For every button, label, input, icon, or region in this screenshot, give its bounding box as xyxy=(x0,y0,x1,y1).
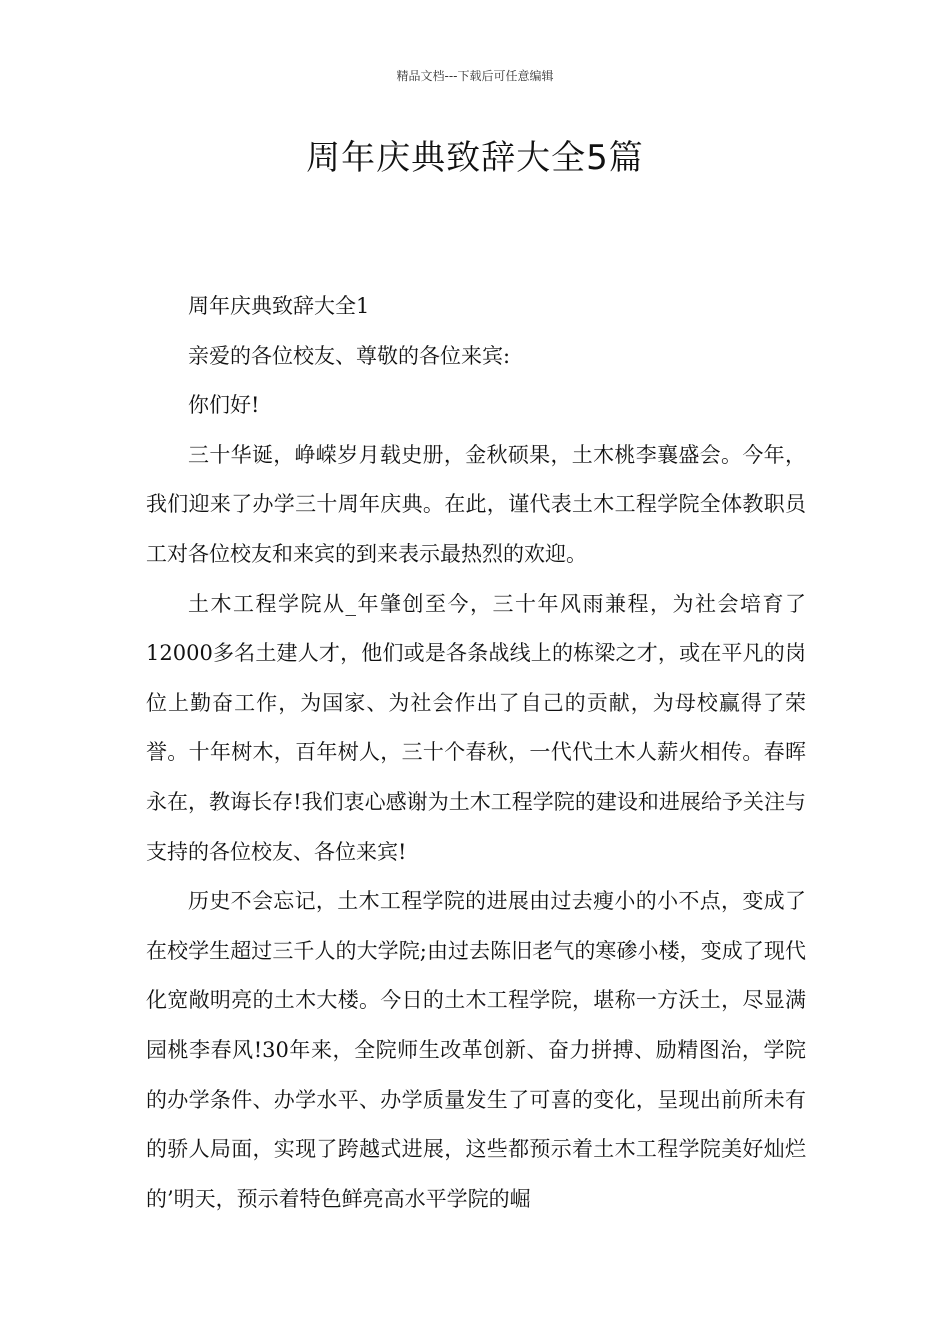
header-note: 精品文档---下载后可任意编辑 xyxy=(396,69,554,83)
paragraph-greeting: 你们好! xyxy=(188,393,260,418)
paragraph-salutation: 亲爱的各位校友、尊敬的各位来宾: xyxy=(188,343,511,368)
paragraph-body: 历史不会忘记，土木工程学院的进展由过去瘦小的小不点，变成了在校学生超过三千人的大学院;由过去陈旧老气的寒碜小楼，变成了现代化宽敞明亮的土木大楼。今日的土木工程学院，堪称一方沃土，尽显满园桃李春风!30年来，全院师生改革创新、奋力拼搏、励精图治，学院的办学条件、办学水平、办学质量发生了可喜的变化，呈现出前所未有的骄人局面，实现了跨越式进展，这些都预示着土木工程学院美好灿烂的’明天，预示着特色鲜亮高水平学院的崛 xyxy=(146,889,806,1211)
paragraph-body: 土木工程学院从_年肇创至今，三十年风雨兼程，为社会培育了12000多名土建人才，他们或是各条战线上的栋梁之才，或在平凡的岗位上勤奋工作，为国家、为社会作出了自己的贡献，为母校赢得了荣誉。十年树木，百年树人，三十个春秋，一代代土木人薪火相传。春晖永在，教诲长存!我们衷心感谢为土木工程学院的建设和进展给予关注与支持的各位校友、各位来宾! xyxy=(146,591,806,864)
document-title: 周年庆典致辞大全5篇 xyxy=(306,138,644,178)
paragraph-heading: 周年庆典致辞大全1 xyxy=(188,294,370,318)
document-body xyxy=(146,282,806,1224)
paragraph-body: 三十华诞，峥嵘岁月载史册，金秋硕果，土木桃李襄盛会。今年，我们迎来了办学三十周年庆典。在此，谨代表土木工程学院全体教职员工对各位校友和来宾的到来表示最热烈的欢迎。 xyxy=(146,442,806,566)
